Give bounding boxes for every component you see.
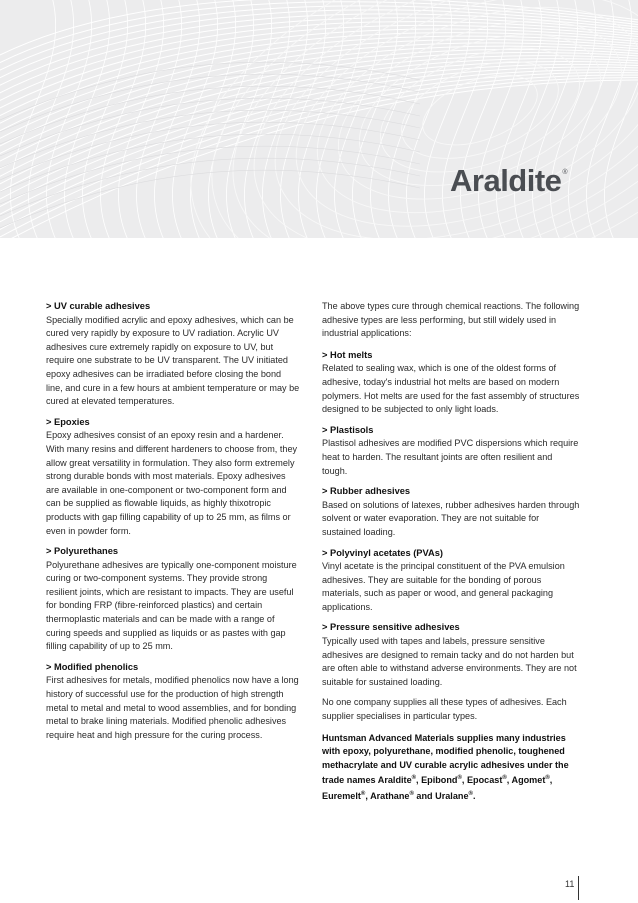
section-body: Related to sealing wax, which is one of the oldest forms of adhesive, today's industrial hot melts are based on modern polymers. Hot melts are used for the fast assembly of structures designed to be subjected to only light loads. xyxy=(322,363,580,415)
section-pressure-sensitive xyxy=(322,621,580,689)
section-heading: > Polyurethanes xyxy=(46,546,119,557)
section-body: Specially modified acrylic and epoxy adhesives, which can be cured very rapidly by exposure to UV radiation. Acrylic UV adhesives cure extremely rapidly on exposure to UV, but require one substrate to be UV transparent. The UV initiated epoxy adhesives can be irradiated before closing the bond line, and cure in a few hours at ambient temperature or may be cured at elevated temperatures. xyxy=(46,314,300,407)
section-heading: > Plastisols xyxy=(322,424,374,435)
section-uv-curable xyxy=(46,300,300,409)
section-polyurethanes xyxy=(46,545,300,654)
section-body: Epoxy adhesives consist of an epoxy resin and a hardener. With many resins and different hardeners to choose from, they allow great versatility in formulation. They also form extremely strong durable bonds with most materials. Epoxy adhesives are available in one-component or two-component form and can be supplied as flowable liquids, as highly thixotropic products with gap filling capability of up to 25 mm, as films or even in powder form. xyxy=(46,430,298,536)
left-column xyxy=(46,300,300,749)
section-heading: > UV curable adhesives xyxy=(46,301,151,311)
wave-pattern-graphic xyxy=(0,0,638,238)
section-rubber-adhesives xyxy=(322,485,580,539)
section-body: Plastisol adhesives are modified PVC dispersions which require heat to harden. The resultant joints are often resilient and tough. xyxy=(322,438,579,476)
section-heading: > Rubber adhesives xyxy=(322,486,411,497)
huntsman-statement: Huntsman Advanced Materials supplies many industries with epoxy, polyurethane, modified phenolic, toughened methacrylate and UV curable acrylic adhesives under the trade names Araldite®, Epibond®, Epocast®, Agomet®, Euremelt®, Arathane® and Uralane®. xyxy=(322,732,569,802)
section-epoxies xyxy=(46,416,300,538)
closing-paragraph: No one company supplies all these types of adhesives. Each supplier specialises in particular types. xyxy=(322,697,567,722)
section-pvas xyxy=(322,547,580,615)
section-hot-melts xyxy=(322,349,580,417)
section-heading: > Hot melts xyxy=(322,349,373,360)
section-heading: > Polyvinyl acetates (PVAs) xyxy=(322,547,444,558)
section-heading: > Modified phenolics xyxy=(46,661,139,672)
section-body: Vinyl acetate is the principal constituent of the PVA emulsion adhesives. They are suitable for the bonding of porous materials, such as paper or wood, and general packaging applications. xyxy=(322,561,565,612)
section-plastisols xyxy=(322,424,580,478)
section-body: First adhesives for metals, modified phenolics now have a long history of successful use for the production of high strength metal to metal and metal to wood assemblies, and for bonding metal to brake lining materials. Modified phenolic adhesives require heat and high pressure for the curing process. xyxy=(46,675,299,740)
section-heading: > Epoxies xyxy=(46,416,90,427)
page-number: 11 xyxy=(565,879,575,889)
section-heading: > Pressure sensitive adhesives xyxy=(322,622,460,633)
intro-paragraph: The above types cure through chemical reactions. The following adhesive types are less performing, but still widely used in industrial applications: xyxy=(322,301,580,339)
section-modified-phenolics xyxy=(46,661,300,743)
section-body: Based on solutions of latexes, rubber adhesives harden through solvent or water evaporation. They are not suitable for sustained loading. xyxy=(322,499,580,537)
araldite-logo: Araldite® xyxy=(450,163,568,198)
header-banner xyxy=(0,0,638,238)
section-body: Typically used with tapes and labels, pressure sensitive adhesives are designed to remain tacky and do not harden but are often able to withstand adverse environments. They are not suitable for sustained loading. xyxy=(322,636,577,687)
section-body: Polyurethane adhesives are typically one-component moisture curing or two-component systems. They provide strong resilient joints, which are resistant to impacts. They are useful for bonding FRP (fibre-reinforced plastics) and certain thermoplastic materials and can be made with a range of curing speeds and supplied as liquids or as pastes with gap filling capability of up to 25 mm. xyxy=(46,559,297,652)
right-column xyxy=(322,300,580,804)
page-number-divider xyxy=(578,876,579,900)
